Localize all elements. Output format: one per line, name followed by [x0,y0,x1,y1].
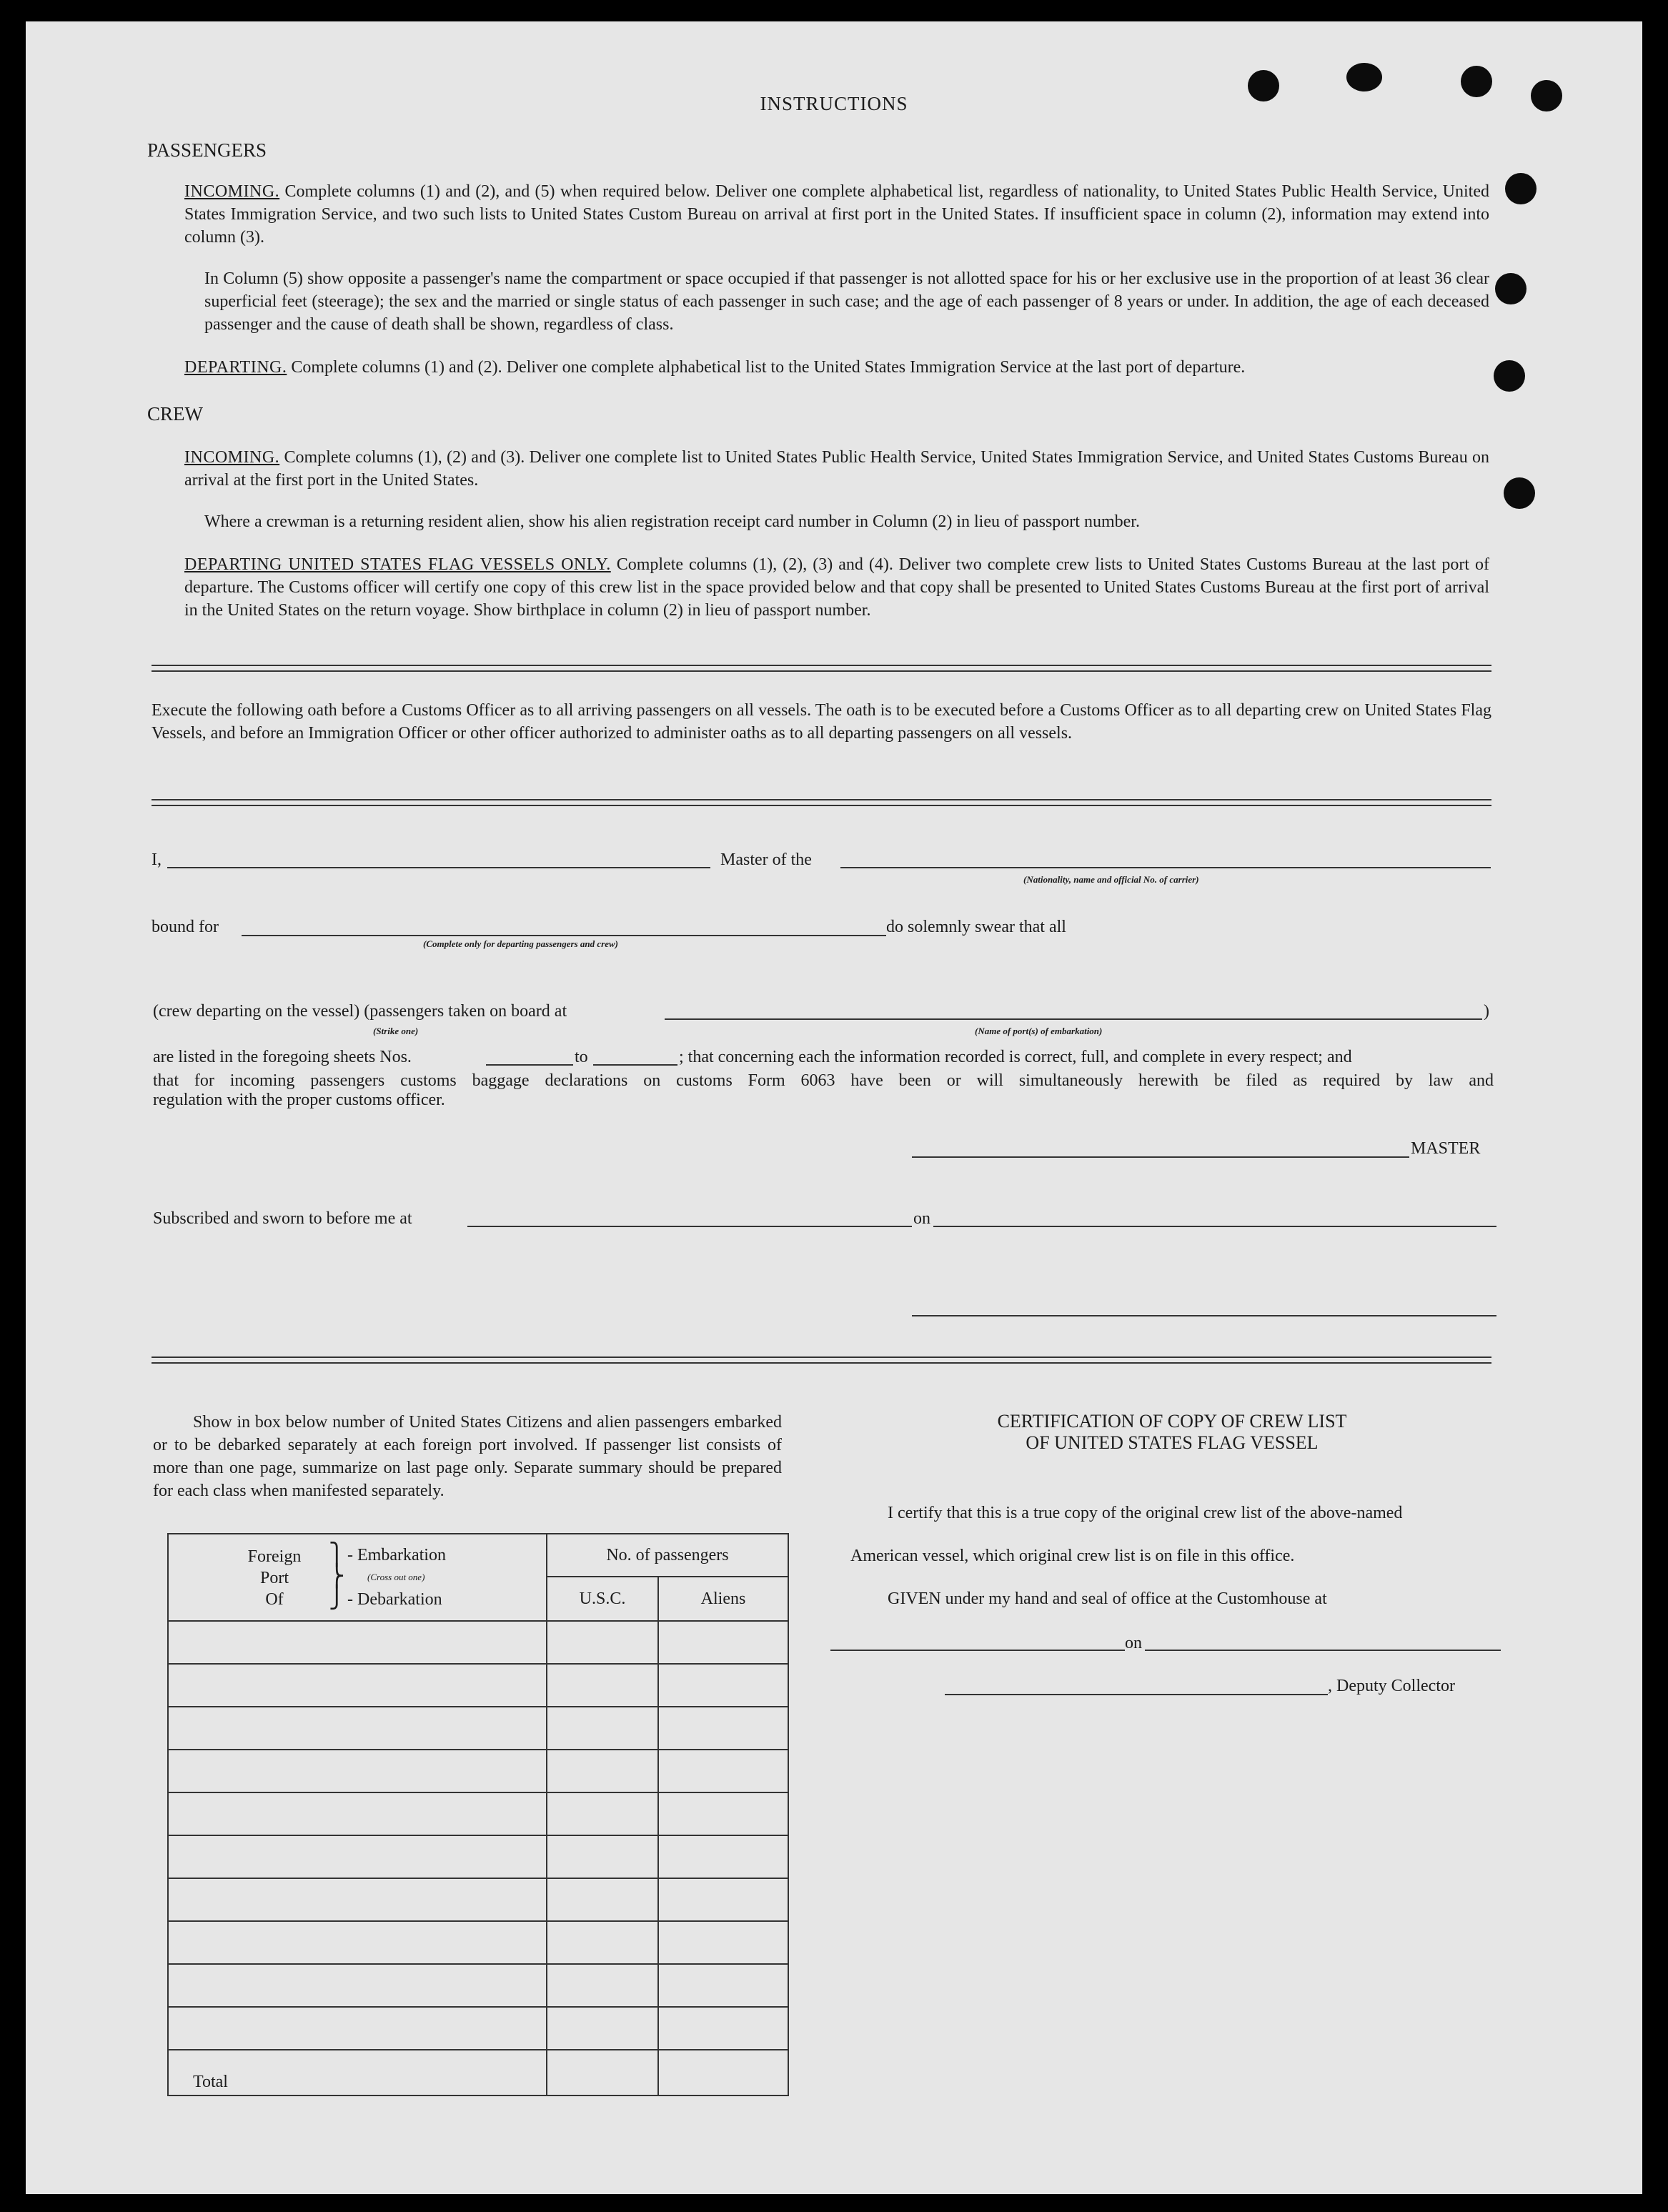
table-row [168,1835,788,1878]
passengers-incoming-text: Complete columns (1) and (2), and (5) when required below. Deliver one complete alphabetical list, regardless of nationality, to United States Public Health Service, United States Immigration Service, and two such lists to United States Custom Bureau on arrival at first port in the United States. If insufficient space in column (2), information may extend into column (3). [184,182,1490,247]
bound-for-field[interactable] [242,935,886,936]
certification-on-label: on [1125,1634,1142,1652]
carrier-field[interactable] [840,867,1491,868]
header-cross-hint: (Cross out one) [367,1572,425,1582]
aliens-cell[interactable] [658,1835,788,1878]
master-name-field[interactable] [167,867,710,868]
table-row [168,1664,788,1707]
aliens-cell[interactable] [658,1878,788,1921]
passenger-summary-table [167,1533,789,2096]
master-label: MASTER [1411,1139,1481,1158]
passengers-departing-text: Complete columns (1) and (2). Deliver one complete alphabetical list to the United States Immigration Service at the last port of departure. [291,358,1246,377]
port-cell[interactable] [168,1707,547,1750]
certification-line-3: GIVEN under my hand and seal of office at the Customhouse at [888,1589,1327,1608]
section-divider [152,799,1491,806]
usc-cell[interactable] [547,2007,658,2050]
port-cell[interactable] [168,1878,547,1921]
punch-hole [1346,63,1382,91]
oath-intro: Execute the following oath before a Customs Officer as to all arriving passengers on all vessels. The oath is to be executed before a Customs Officer as to all departing crew on United States Flag Vessels, and before an Immigration Officer or other officer authorized to administer oaths as to all departing passengers on all vessels. [152,701,1491,743]
table-row [168,1878,788,1921]
aliens-cell[interactable] [658,1621,788,1664]
header-embarkation: - Embarkation [347,1546,446,1564]
total-aliens-cell[interactable] [658,2050,788,2096]
table-row [168,1964,788,2007]
usc-cell[interactable] [547,1878,658,1921]
punch-hole [1504,477,1535,509]
header-of: Of [265,1590,284,1609]
sheet-to-field[interactable] [593,1064,677,1066]
header-port: Port [259,1569,289,1587]
subscribed-place-field[interactable] [467,1226,912,1227]
swear-label: do solemnly swear that all [886,918,1066,936]
crew-passenger-choice: (crew departing on the vessel) (passengers taken on board at [153,1002,567,1021]
subscribed-date-field[interactable] [933,1226,1496,1227]
listed-text-b: ; that concerning each the information recorded is correct, full, and complete in every respect; and [679,1048,1352,1066]
deputy-collector-label: , Deputy Collector [1328,1677,1455,1695]
punch-hole [1505,173,1537,204]
listed-text-c: that for incoming passengers customs baggage declarations on customs Form 6063 have been or will simultaneously herewith be filed as required by law and [153,1071,1494,1090]
aliens-cell[interactable] [658,1964,788,2007]
port-cell[interactable] [168,1792,547,1835]
listed-text-a: are listed in the foregoing sheets Nos. [153,1048,412,1066]
total-usc-cell[interactable] [547,2050,658,2096]
master-of-label: Master of the [720,850,812,869]
total-row [168,2050,788,2096]
certification-line-1: I certify that this is a true copy of the original crew list of the above-named [888,1504,1403,1522]
aliens-cell[interactable] [658,1921,788,1964]
port-cell[interactable] [168,1664,547,1707]
subscribed-on-label: on [913,1209,930,1228]
sheet-from-field[interactable] [486,1064,573,1066]
table-row [168,1921,788,1964]
customhouse-place-field[interactable] [830,1650,1125,1651]
master-signature-field[interactable] [912,1156,1409,1158]
strike-hint: (Strike one) [373,1026,419,1036]
section-divider [152,665,1491,672]
table-row [168,1750,788,1792]
table-row [168,1621,788,1664]
aliens-cell[interactable] [658,2007,788,2050]
listed-to-label: to [575,1048,588,1066]
certification-line-2: American vessel, which original crew list is on file in this office. [850,1547,1295,1565]
carrier-hint: (Nationality, name and official No. of carrier) [1023,874,1199,885]
bound-for-label: bound for [152,918,219,936]
certification-title-2: OF UNITED STATES FLAG VESSEL [1026,1432,1319,1453]
punch-hole [1494,360,1525,392]
table-row [168,2007,788,2050]
usc-cell[interactable] [547,1664,658,1707]
crew-departing [184,553,1489,622]
section-divider [152,1357,1491,1364]
usc-cell[interactable] [547,1621,658,1664]
aliens-cell[interactable] [658,1792,788,1835]
passengers-departing [184,356,1489,379]
table-row [168,1707,788,1750]
aliens-header: Aliens [658,1577,788,1621]
passengers-incoming [184,180,1489,249]
brace-icon: ⎫ ⎬ ⎭ [329,1543,345,1610]
crew-incoming-text: Complete columns (1), (2) and (3). Deliver one complete list to United States Public Health Service, United States Immigration Service, and United States Customs Bureau on arrival at the first port in the United States. [184,448,1490,490]
passengers-incoming-head: INCOMING. [184,182,280,201]
bound-for-hint: (Complete only for departing passengers and crew) [423,938,618,949]
usc-header: U.S.C. [547,1577,658,1621]
header-foreign: Foreign [247,1547,302,1566]
oath-i-label: I, [152,850,162,869]
port-cell[interactable] [168,1921,547,1964]
crew-departing-text: Complete columns (1), (2), (3) and (4). Deliver two complete crew lists to United States Customs Bureau at the last port of departure. The Customs officer will certify one copy of this crew list in the space provided below and that copy shall be presented to United States Customs Bureau at the first port of arrival in the United States on the return voyage. Show birthplace in column (2) in lieu of passport number. [184,555,1489,620]
listed-text-d: regulation with the proper customs officer. [153,1091,445,1109]
punch-hole [1495,273,1526,304]
passengers-column5: In Column (5) show opposite a passenger's name the compartment or space occupied if that passenger is not allotted space for his or her exclusive use in the proportion of at least 36 clear superficial feet (steerage); the sex and the married or single status of each passenger in such case; and the age of each passenger of 8 years or under. In addition, the age of each deceased passenger and the cause of death shall be shown, regardless of class. [204,269,1489,334]
deputy-collector-signature-field[interactable] [945,1694,1328,1695]
port-cell[interactable] [168,2007,547,2050]
usc-cell[interactable] [547,1707,658,1750]
usc-cell[interactable] [547,1964,658,2007]
usc-cell[interactable] [547,1750,658,1792]
close-paren: ) [1484,1002,1489,1021]
passengers-departing-head: DEPARTING. [184,358,287,377]
header-debarkation: - Debarkation [347,1590,442,1609]
crew-incoming-head: INCOMING. [184,448,280,467]
aliens-cell[interactable] [658,1750,788,1792]
total-label: Total [168,2050,547,2096]
port-cell[interactable] [168,1835,547,1878]
aliens-cell[interactable] [658,1707,788,1750]
subscribed-label: Subscribed and sworn to before me at [153,1209,412,1228]
certification-date-field[interactable] [1145,1650,1501,1651]
foreign-port-header [168,1534,547,1621]
crew-departing-head: DEPARTING UNITED STATES FLAG VESSELS ONLY. [184,555,611,574]
usc-cell[interactable] [547,1921,658,1964]
port-hint: (Name of port(s) of embarkation) [975,1026,1103,1036]
certification-title-1: CERTIFICATION OF COPY OF CREW LIST [997,1411,1347,1432]
no-passengers-header: No. of passengers [547,1534,788,1577]
table-row [168,1792,788,1835]
officer-signature-field[interactable] [912,1315,1496,1316]
summary-note: Show in box below number of United States Citizens and alien passengers embarked or to be debarked separately at each foreign port involved. If passenger list consists of more than one page, summarize on last page only. Separate summary should be prepared for each class when manifested separately. [153,1413,782,1500]
crew-resident-note: Where a crewman is a returning resident alien, show his alien registration receipt card number in Column (2) in lieu of passport number. [204,512,1140,531]
usc-cell[interactable] [547,1835,658,1878]
crew-heading: CREW [147,403,203,425]
embarkation-port-field[interactable] [665,1018,1482,1020]
page-title: INSTRUCTIONS [760,93,908,114]
port-cell[interactable] [168,1621,547,1664]
usc-cell[interactable] [547,1792,658,1835]
port-cell[interactable] [168,1750,547,1792]
port-cell[interactable] [168,1964,547,2007]
aliens-cell[interactable] [658,1664,788,1707]
crew-incoming [184,446,1489,492]
passengers-heading: PASSENGERS [147,139,267,161]
